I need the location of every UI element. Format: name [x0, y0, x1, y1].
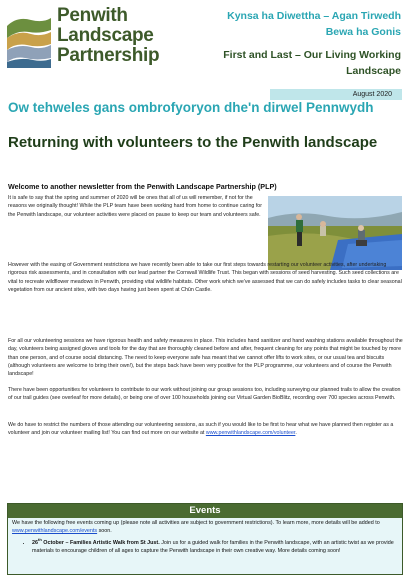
- events-intro: [12, 520, 398, 536]
- events-intro-end: soon.: [97, 527, 112, 534]
- english-tagline: [169, 47, 401, 80]
- paragraph-health-safety: For all our volunteering sessions we have rigorous health and safety measures in place. This includes hand sanitizer and hand washing stations available throughout the day, volunteers being assigned gloves and tools for the day that are thoroughly cleaned before and after, frequent cleaning for any points that might be touched by more than one person, and of course social distancing. The need to keep everyone safe has meant that we cannot offer lifts to work sites, or our usual tea and biscuits (although volunteers are welcome to bring their own!), but the steps back have been very positive for the PLP programme, our volunteers and of course the Penwith landscape!: [8, 338, 403, 378]
- logo-line-3: Partnership: [57, 44, 160, 66]
- english-tagline-line-1: First and Last – Our Living Working: [223, 48, 401, 61]
- events-link[interactable]: www.penwithlandscape.com/events: [12, 527, 98, 534]
- plp-logo: [5, 6, 165, 72]
- english-headline: Returning with volunteers to the Penwith landscape: [8, 134, 378, 151]
- volunteer-link[interactable]: www.penwithlandscape.com/volunteer: [205, 430, 296, 437]
- english-tagline-line-2: Landscape: [346, 64, 401, 77]
- events-intro-text: We have the following free events coming up (please note all activities are subject to government restrictions). To learn more, more details will be added to: [12, 520, 380, 526]
- events-body: [8, 518, 402, 574]
- paragraph-register: [8, 421, 403, 438]
- volunteers-photo: [268, 196, 402, 270]
- welcome-heading: Welcome to another newsletter from the Penwith Landscape Partnership (PLP): [8, 182, 277, 191]
- event-description: Join us for a guided walk for families in the Penwith landscape, with an artistic twist as we provide materials to encourage children of all ages to capture the Penwith landscape in their own creative way. More details coming soon!: [32, 539, 394, 554]
- event-date-suffix: th: [38, 536, 42, 542]
- logo-line-1: Penwith: [57, 5, 128, 26]
- cornish-tagline-line-1: Kynsa ha Diwettha – Agan Tirwedh: [227, 10, 401, 22]
- event-title: October – Families Artistic Walk from St Just.: [41, 539, 160, 546]
- cornish-headline: Ow tehweles gans ombrofyoryon dhe'n dirwel Pennwydh: [8, 100, 374, 115]
- events-list: [32, 536, 398, 556]
- landscape-logo-icon: [5, 8, 53, 68]
- cornish-tagline: [169, 8, 401, 41]
- event-item: [32, 536, 398, 556]
- cornish-tagline-line-2: Bewa ha Gonis: [325, 26, 401, 39]
- register-text: We do have to restrict the numbers of those attending our volunteering sessions, as such if you would like to be first to hear what we have planned then register as a volunteer and join our volunteer mailing list! You can find out more on our website at: [8, 422, 394, 437]
- register-text-end: .: [295, 430, 297, 437]
- logo-wordmark: [57, 6, 159, 66]
- events-heading: Events: [8, 504, 402, 518]
- event-date: 26: [32, 539, 38, 546]
- paragraph-restrictions: However with the easing of Government restrictions we have recently been able to take our first steps towards restarting our volunteer activities, after undertaking rigorous risk assessments, and in consultation with our lead partner the Cornwall Wildlife Trust. This began with sessions of seed harvesting. Such seed collections are vital to recreate wildflower meadows in Penwith, providing vital wildlife habitats. Other work which we've assessed that we can do safely includes tasks to clear seasonal vegetation from our ancient sites, with two days having just been spent at Chûn Castle.: [8, 262, 402, 293]
- events-box: [7, 503, 403, 575]
- paragraph-intro: It is safe to say that the spring and summer of 2020 will be ones that all of us will remember, if not for the reasons we originally thought! While the PLP team have been working hard from home to continue caring for the Penwith landscape, our volunteer activities were placed on pause to keep our team and volunteers safe.: [8, 195, 262, 218]
- issue-date: August 2020: [270, 89, 402, 100]
- header-taglines: [169, 8, 401, 79]
- paragraph-opportunities: There have been opportunities for volunteers to contribute to our work without joining our group sessions too, including surveying our planned trails to allow the creation of our trail guides (see overleaf for more details), or being one of over 100 households joining our Virtual Garden BioBlitz, recording over 700 species across Penwith.: [8, 387, 401, 402]
- logo-line-2: Landscape: [57, 24, 154, 46]
